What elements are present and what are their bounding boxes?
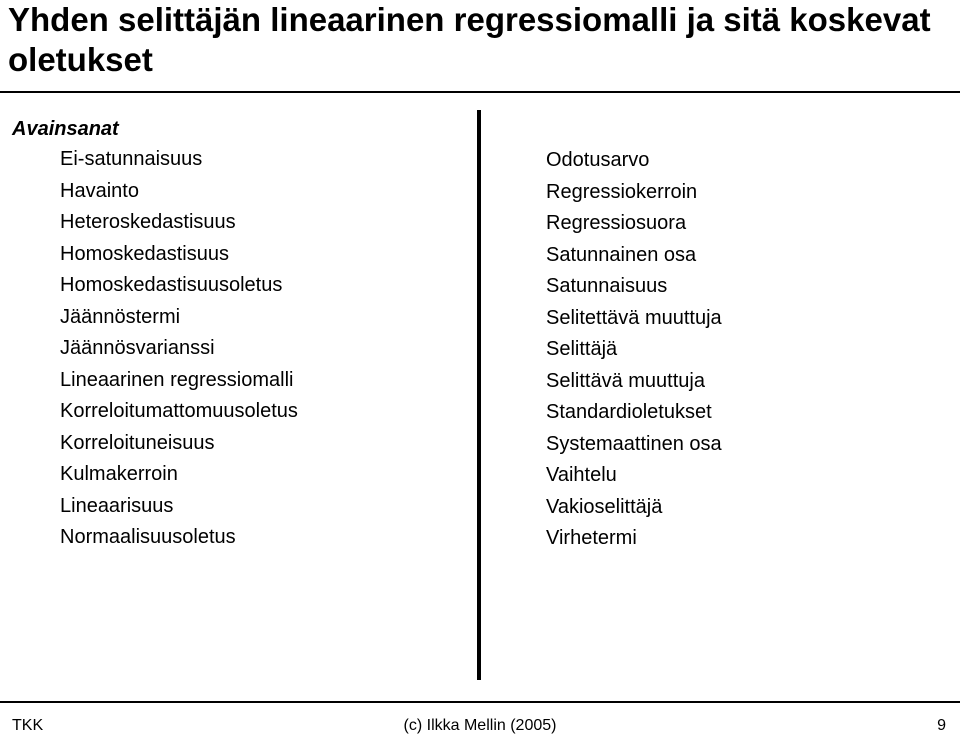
list-item: Kulmakerroin: [60, 463, 178, 485]
section-heading: Avainsanat: [12, 118, 119, 140]
list-item: Ei-satunnaisuus: [60, 148, 203, 170]
list-item: Korreloitumattomuusoletus: [60, 400, 298, 422]
footer-institution: TKK: [12, 717, 44, 734]
list-item: Satunnainen osa: [546, 243, 697, 266]
list-item: Vaihtelu: [546, 464, 617, 486]
list-item: Virhetermi: [546, 527, 637, 549]
slide-title: Yhden selittäjän lineaarinen regressiomalli ja sitä koskevat oletukset: [8, 1, 931, 78]
list-item: Korreloituneisuus: [60, 431, 215, 454]
footer-divider: [0, 701, 960, 703]
right-term-list: [546, 145, 722, 555]
list-item: Heteroskedastisuus: [60, 211, 236, 233]
list-item: Homoskedastisuus: [60, 242, 229, 265]
footer-copyright: (c) Ilkka Mellin (2005): [403, 717, 557, 734]
left-term-list: [60, 144, 298, 554]
list-item: Lineaarisuus: [60, 494, 174, 517]
list-item: Odotusarvo: [546, 149, 650, 171]
page-number: 9: [937, 717, 946, 734]
list-item: Havainto: [60, 179, 139, 202]
list-item: Vakioselittäjä: [546, 495, 663, 518]
list-item: Standardioletukset: [546, 401, 712, 423]
list-item: Jäännösvarianssi: [60, 337, 215, 359]
list-item: Regressiosuora: [546, 212, 687, 234]
column-divider: [477, 110, 481, 680]
list-item: Lineaarinen regressiomalli: [60, 368, 294, 391]
list-item: Homoskedastisuusoletus: [60, 274, 283, 296]
list-item: Selittäjä: [546, 338, 618, 360]
list-item: Normaalisuusoletus: [60, 526, 236, 548]
list-item: Selittävä muuttuja: [546, 369, 705, 392]
list-item: Satunnaisuus: [546, 275, 668, 297]
list-item: Jäännöstermi: [60, 305, 181, 328]
title-divider: [0, 91, 960, 93]
list-item: Systemaattinen osa: [546, 432, 722, 455]
list-item: Selitettävä muuttuja: [546, 306, 722, 329]
list-item: Regressiokerroin: [546, 180, 698, 203]
